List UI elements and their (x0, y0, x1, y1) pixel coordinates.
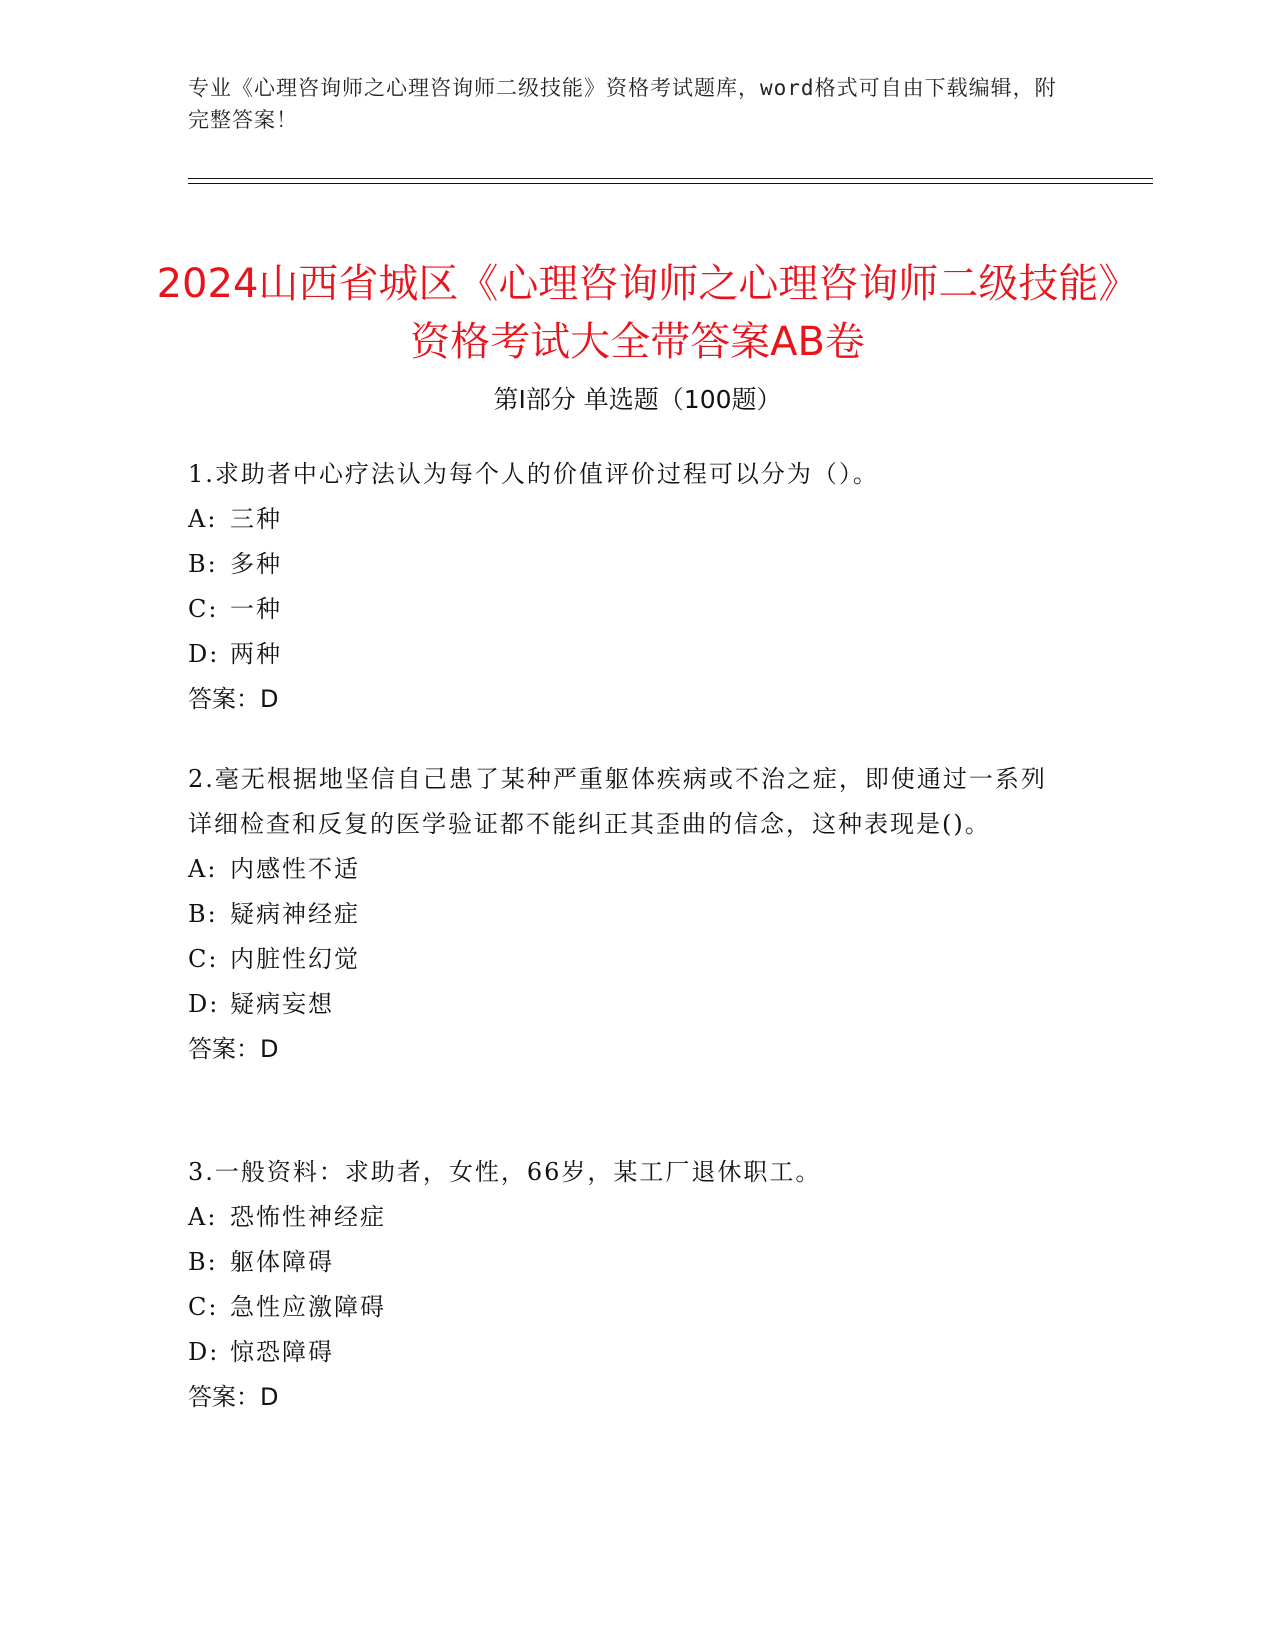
option-b (188, 892, 1068, 937)
answer-line: 答案：D (188, 1035, 279, 1063)
option-c (188, 1285, 1068, 1330)
option-b (188, 542, 1068, 587)
option-letter: C: (188, 595, 219, 623)
option-letter: D: (188, 990, 220, 1018)
option-text: 惊恐障碍 (230, 1338, 334, 1366)
option-text: 内感性不适 (230, 855, 360, 883)
question-1 (188, 452, 1068, 722)
option-letter: C: (188, 945, 219, 973)
option-a (188, 1195, 1068, 1240)
option-letter: B: (188, 550, 218, 578)
option-text: 疑病妄想 (230, 990, 334, 1018)
option-d (188, 982, 1068, 1027)
answer-line: 答案：D (188, 1383, 279, 1411)
option-letter: A: (188, 505, 218, 533)
header-rule-top (188, 178, 1153, 179)
header-rule-bottom (188, 183, 1153, 184)
option-text: 恐怖性神经症 (230, 1203, 386, 1231)
question-stem: 3.一般资料：求助者，女性，66岁，某工厂退休职工。 (188, 1158, 822, 1186)
question-2 (188, 757, 1068, 1072)
question-3 (188, 1150, 1068, 1420)
option-b (188, 1240, 1068, 1285)
option-letter: D: (188, 1338, 220, 1366)
header-note: 专业《心理咨询师之心理咨询师二级技能》资格考试题库，word格式可自由下载编辑，附完整答案！ (188, 76, 1057, 132)
option-d (188, 632, 1068, 677)
option-text: 急性应激障碍 (230, 1293, 386, 1321)
option-d (188, 1330, 1068, 1375)
option-letter: A: (188, 855, 218, 883)
option-text: 躯体障碍 (230, 1248, 334, 1276)
option-letter: B: (188, 1248, 218, 1276)
option-a (188, 497, 1068, 542)
section-title: 第Ⅰ部分 单选题（100题） (493, 385, 782, 414)
option-text: 内脏性幻觉 (230, 945, 360, 973)
option-letter: A: (188, 1203, 218, 1231)
document-title: 2024山西省城区《心理咨询师之心理咨询师二级技能》资格考试大全带答案AB卷 (156, 260, 1119, 365)
option-text: 疑病神经症 (230, 900, 360, 928)
answer-line: 答案：D (188, 685, 279, 713)
option-letter: B: (188, 900, 218, 928)
option-c (188, 587, 1068, 632)
option-letter: D: (188, 640, 220, 668)
question-stem: 1.求助者中心疗法认为每个人的价值评价过程可以分为（）。 (188, 460, 879, 488)
option-text: 多种 (230, 550, 282, 578)
option-c (188, 937, 1068, 982)
option-text: 一种 (230, 595, 282, 623)
question-stem: 2.毫无根据地坚信自己患了某种严重躯体疾病或不治之症，即使通过一系列详细检查和反复的医学验证都不能纠正其歪曲的信念，这种表现是()。 (188, 765, 1047, 838)
option-text: 三种 (230, 505, 282, 533)
option-a (188, 847, 1068, 892)
option-letter: C: (188, 1293, 219, 1321)
option-text: 两种 (230, 640, 282, 668)
